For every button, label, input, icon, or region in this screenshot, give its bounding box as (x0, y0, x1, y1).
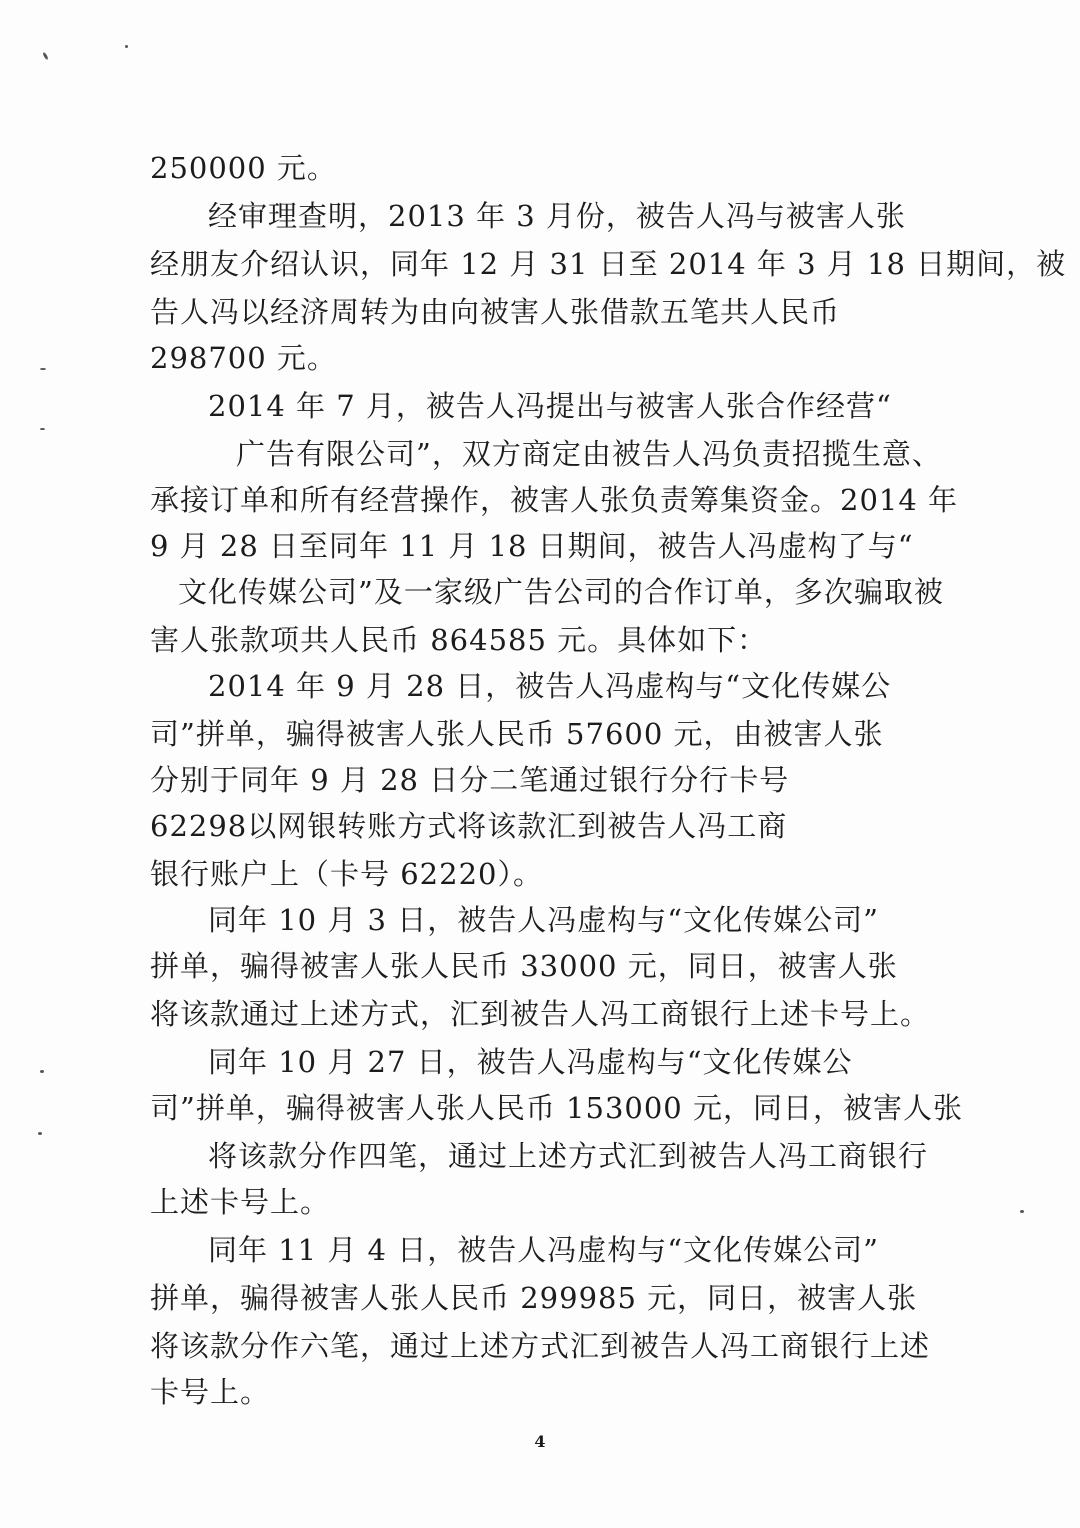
text-line: 同年 11 月 4 日，被告人冯虚构与“文化传媒公司” (208, 1233, 879, 1267)
text-line: 将该款分作六笔，通过上述方式汇到被告人冯工商银行上述 (150, 1329, 931, 1363)
text-line: 司”拼单，骗得被害人张人民币 57600 元，由被害人张 (150, 717, 884, 751)
text-line: 拼单，骗得被害人张人民币 299985 元，同日，被害人张 (150, 1281, 918, 1315)
text-line: 2014 年 9 月 28 日，被告人冯虚构与“文化传媒公 (208, 669, 892, 703)
text-line: 分别于同年 9 月 28 日分二笔通过银行分行卡号 (150, 763, 790, 797)
text-line: 9 月 28 日至同年 11 月 18 日期间，被告人冯虚构了与“ (150, 529, 914, 563)
text-line: 同年 10 月 3 日，被告人冯虚构与“文化传媒公司” (208, 903, 879, 937)
text-line: 上述卡号上。 (150, 1185, 331, 1219)
text-line: 62298以网银转账方式将该款汇到被告人冯工商 (150, 809, 788, 843)
text-line: 害人张款项共人民币 864585 元。具体如下： (150, 623, 768, 657)
text-line: 经审理查明，2013 年 3 月份，被告人冯与被害人张 (208, 199, 906, 233)
text-line: 将该款分作四笔，通过上述方式汇到被告人冯工商银行 (208, 1139, 929, 1173)
text-line: 将该款通过上述方式，汇到被告人冯工商银行上述卡号上。 (150, 997, 931, 1031)
scan-speck (38, 1132, 42, 1135)
page-number: 4 (534, 1432, 546, 1451)
scan-speck (40, 368, 46, 370)
text-line: 文化传媒公司”及一家级广告公司的合作订单，多次骗取被 (178, 575, 944, 609)
text-line: 广告有限公司”，双方商定由被告人冯负责招揽生意、 (236, 437, 942, 471)
scan-speck (40, 428, 45, 430)
scan-speck (125, 45, 128, 48)
text-line: 经朋友介绍认识，同年 12 月 31 日至 2014 年 3 月 18 日期间，被 (150, 247, 1067, 281)
text-line: 拼单，骗得被害人张人民币 33000 元，同日，被害人张 (150, 949, 898, 983)
text-line: 卡号上。 (150, 1375, 271, 1409)
text-line: 告人冯以经济周转为由向被害人张借款五笔共人民币 (150, 295, 841, 329)
text-line: 2014 年 7 月，被告人冯提出与被害人张合作经营“ (208, 389, 892, 423)
scan-speck (42, 52, 49, 60)
text-line: 250000 元。 (150, 151, 337, 185)
scan-speck (40, 1070, 44, 1073)
text-line: 司”拼单，骗得被害人张人民币 153000 元，同日，被害人张 (150, 1091, 963, 1125)
text-line: 298700 元。 (150, 341, 337, 375)
scan-speck (1020, 1210, 1024, 1213)
text-line: 银行账户上（卡号 62220）。 (150, 857, 543, 891)
text-line: 承接订单和所有经营操作，被害人张负责筹集资金。2014 年 (150, 483, 959, 517)
text-line: 同年 10 月 27 日，被告人冯虚构与“文化传媒公 (208, 1045, 853, 1079)
